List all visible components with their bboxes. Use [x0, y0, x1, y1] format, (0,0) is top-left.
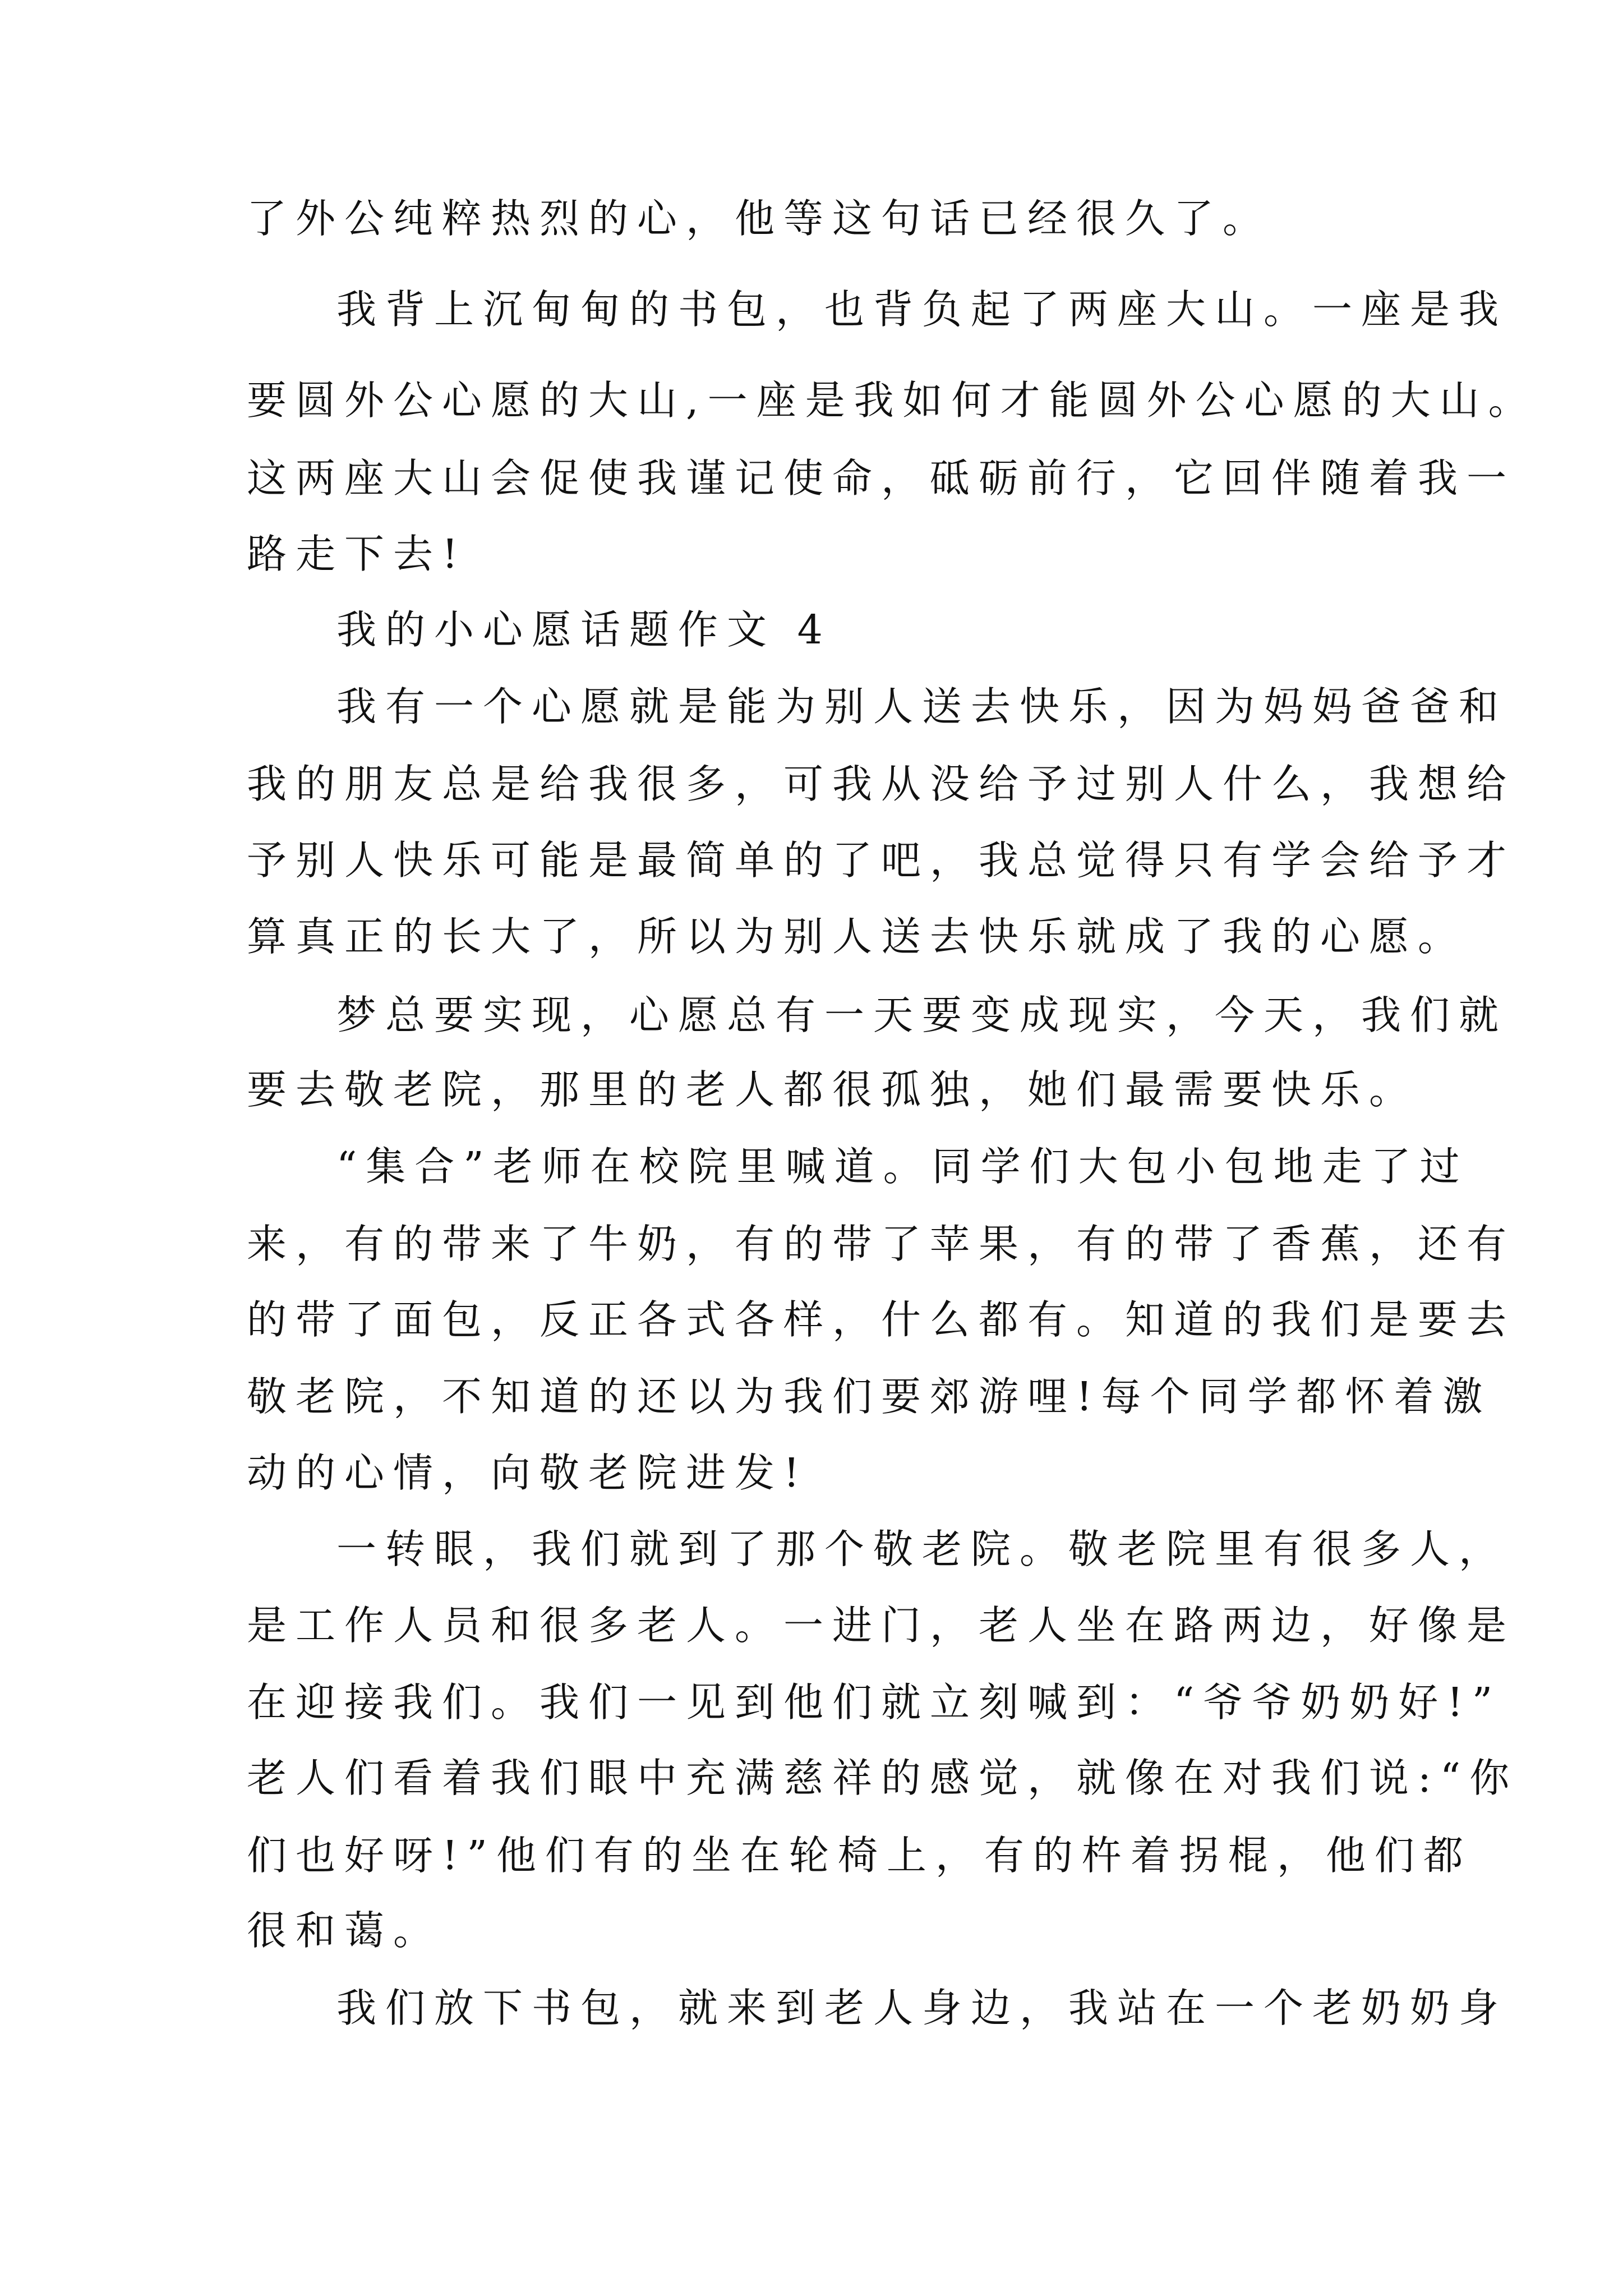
- text-line: 敬老院，不知道的还以为我们要郊游哩!每个同学都怀着激: [247, 1373, 1492, 1420]
- text-line: 我背上沉甸甸的书包，也背负起了两座大山。一座是我: [336, 286, 1508, 333]
- text-line: 老人们看着我们眼中充满慈祥的感觉，就像在对我们说:“你: [247, 1755, 1519, 1801]
- text-line: 我们放下书包，就来到老人身边，我站在一个老奶奶身: [336, 1985, 1508, 2031]
- text-line: 了外公纯粹热烈的心，他等这句话已经很久了。: [247, 195, 1272, 242]
- text-line: 在迎接我们。我们一见到他们就立刻喊到：“爷爷奶奶好!”: [247, 1679, 1502, 1726]
- text-line: 来，有的带来了牛奶，有的带了苹果，有的带了香蕉，还有: [247, 1221, 1516, 1267]
- text-line: 的带了面包，反正各式各样，什么都有。知道的我们是要去: [247, 1296, 1516, 1343]
- text-line: 一转眼，我们就到了那个敬老院。敬老院里有很多人，: [336, 1526, 1508, 1572]
- text-line: 梦总要实现，心愿总有一天要变成现实，今天，我们就: [336, 992, 1508, 1038]
- text-line: 算真正的长大了，所以为别人送去快乐就成了我的心愿。: [247, 913, 1467, 960]
- text-line: 要去敬老院，那里的老人都很孤独，她们最需要快乐。: [247, 1066, 1418, 1113]
- text-line: 我有一个心愿就是能为别人送去快乐，因为妈妈爸爸和: [336, 683, 1508, 730]
- text-line: 们也好呀!”他们有的坐在轮椅上，有的杵着拐棍，他们都: [247, 1832, 1472, 1879]
- text-line: 很和蔼。: [247, 1907, 442, 1954]
- text-line: 予别人快乐可能是最简单的了吧，我总觉得只有学会给予才: [247, 837, 1516, 884]
- text-line: 路走下去!: [247, 531, 467, 577]
- text-line: 是工作人员和很多老人。一进门，老人坐在路两边，好像是: [247, 1602, 1516, 1649]
- text-line: 要圆外公心愿的大山,一座是我如何才能圆外公心愿的大山。: [247, 377, 1537, 424]
- section-heading: 我的小心愿话题作文 4: [336, 606, 832, 653]
- text-line: 我的朋友总是给我很多，可我从没给予过别人什么，我想给: [247, 761, 1516, 807]
- text-line: 这两座大山会促使我谨记使命，砥砺前行，它回伴随着我一: [247, 455, 1516, 501]
- text-line: 动的心情，向敬老院进发!: [247, 1450, 809, 1496]
- text-line: “集合”老师在校院里喊道。同学们大包小包地走了过: [336, 1143, 1469, 1190]
